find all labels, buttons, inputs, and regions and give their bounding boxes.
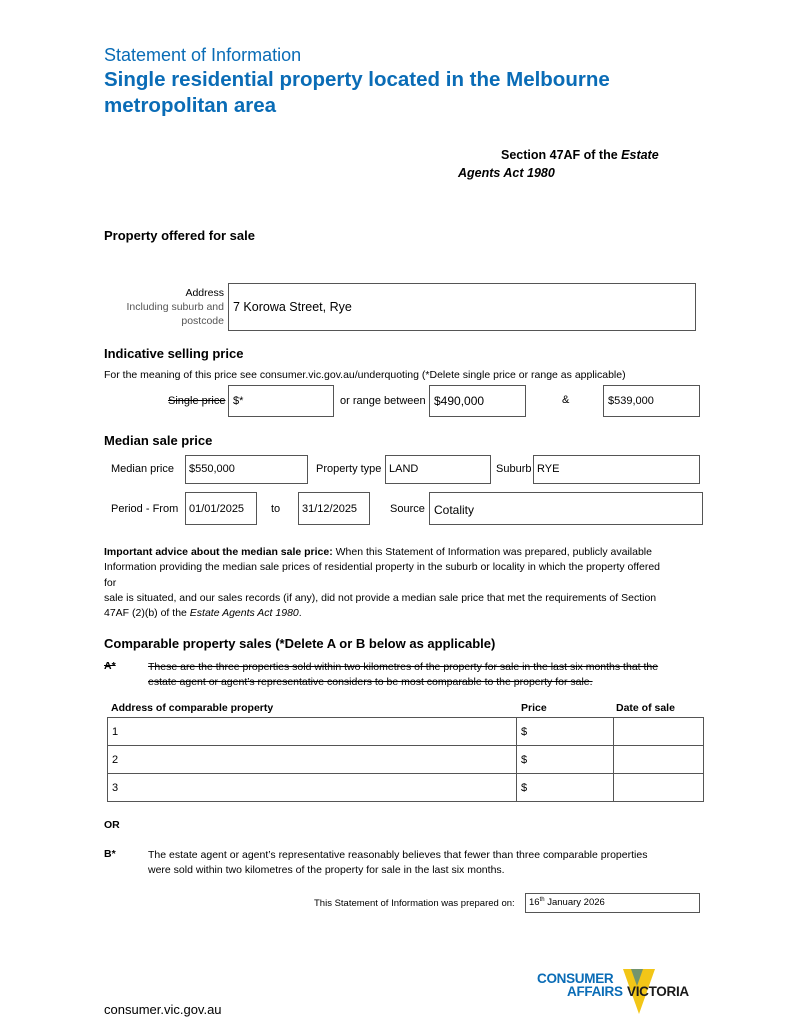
median-price-field[interactable]: $550,000 <box>185 455 308 484</box>
option-b-text: The estate agent or agent’s representative reasonably believes that fewer than three comparable properties were sold within two kilometres of the property for sale in the last six months. <box>148 849 648 876</box>
comparable-price-cell[interactable]: $ <box>517 746 614 774</box>
indicative-note: For the meaning of this price see consumer.vic.gov.au/underquoting (*Delete single price or range as applicable) <box>104 369 626 381</box>
suburb-label: Suburb <box>496 463 532 475</box>
period-to-field[interactable]: 31/12/2025 <box>298 492 370 525</box>
indicative-heading: Indicative selling price <box>104 346 244 361</box>
range-low-field[interactable]: $490,000 <box>429 385 526 417</box>
option-a-marker: A* <box>104 660 116 672</box>
consumer-affairs-victoria-logo <box>537 966 702 1018</box>
col-address-header: Address of comparable property <box>111 702 274 714</box>
median-price-label: Median price <box>111 463 174 475</box>
address-field[interactable]: 7 Korowa Street, Rye <box>228 283 696 331</box>
comparable-date-cell[interactable] <box>614 774 704 802</box>
title-line-1: Single residential property located in the Melbourne <box>104 68 610 91</box>
logo-text-consumer: CONSUMER <box>537 971 614 986</box>
or-separator: OR <box>104 819 120 831</box>
comparable-address-cell[interactable]: 1 <box>108 718 517 746</box>
comparable-heading: Comparable property sales (*Delete A or B below as applicable) <box>104 636 496 651</box>
col-date-header: Date of sale <box>616 702 675 714</box>
option-b-marker: B* <box>104 848 116 860</box>
comparable-price-cell[interactable]: $ <box>517 718 614 746</box>
comparable-date-cell[interactable] <box>614 718 704 746</box>
single-price-field[interactable]: $* <box>228 385 334 417</box>
source-field[interactable]: Cotality <box>429 492 703 525</box>
section-reference-act: Agents Act 1980 <box>458 166 555 180</box>
source-label: Source <box>390 503 425 515</box>
table-row <box>108 746 704 774</box>
suburb-field[interactable]: RYE <box>533 455 700 484</box>
section-reference: Section 47AF of the Estate <box>501 148 659 162</box>
comparable-date-cell[interactable] <box>614 746 704 774</box>
footer-url[interactable]: consumer.vic.gov.au <box>104 1002 222 1017</box>
period-from-field[interactable]: 01/01/2025 <box>185 492 257 525</box>
property-heading: Property offered for sale <box>104 228 255 243</box>
document-subtitle: Statement of Information <box>104 45 302 65</box>
period-to-label: to <box>271 503 281 515</box>
logo-text-victoria: VICTORIA <box>627 984 689 999</box>
median-advice: Important advice about the median sale price: When this Statement of Information was prepared, publicly available Information providing the median sale prices of residential property in the suburb or locality in which the property offered for sale is situated, and our sales records (if any), did not provide a median sale price that met the requirements of Section 47AF (2)(b) of the Estate Agents Act 1980. <box>104 546 661 620</box>
option-a-text: These are the three properties sold within two kilometres of the property for sale in the last six months that the estate agent or agent’s representative considers to be most comparable to the property for sale. <box>148 661 659 688</box>
property-type-label: Property type <box>316 463 382 475</box>
address-label: Address Including suburb and postcode <box>126 287 224 327</box>
table-row <box>108 718 704 746</box>
comparable-price-cell[interactable]: $ <box>517 774 614 802</box>
document-title <box>104 67 610 119</box>
comparable-address-cell[interactable]: 2 <box>108 746 517 774</box>
range-label: or range between <box>340 395 426 407</box>
range-high-field[interactable]: $539,000 <box>603 385 700 417</box>
prepared-date-field[interactable]: 16th January 2026 <box>525 893 700 913</box>
logo-text-affairs: AFFAIRS <box>567 984 623 999</box>
comparable-address-cell[interactable]: 3 <box>108 774 517 802</box>
range-ampersand: & <box>562 394 570 406</box>
col-price-header: Price <box>521 702 547 714</box>
title-line-2: metropolitan area <box>104 94 277 117</box>
table-row <box>108 774 704 802</box>
prepared-on-label: This Statement of Information was prepared on: <box>314 898 515 909</box>
single-price-label: Single price <box>168 395 226 407</box>
comparable-table <box>107 717 704 802</box>
period-from-label: Period - From <box>111 503 179 515</box>
property-type-field[interactable]: LAND <box>385 455 491 484</box>
median-heading: Median sale price <box>104 433 213 448</box>
